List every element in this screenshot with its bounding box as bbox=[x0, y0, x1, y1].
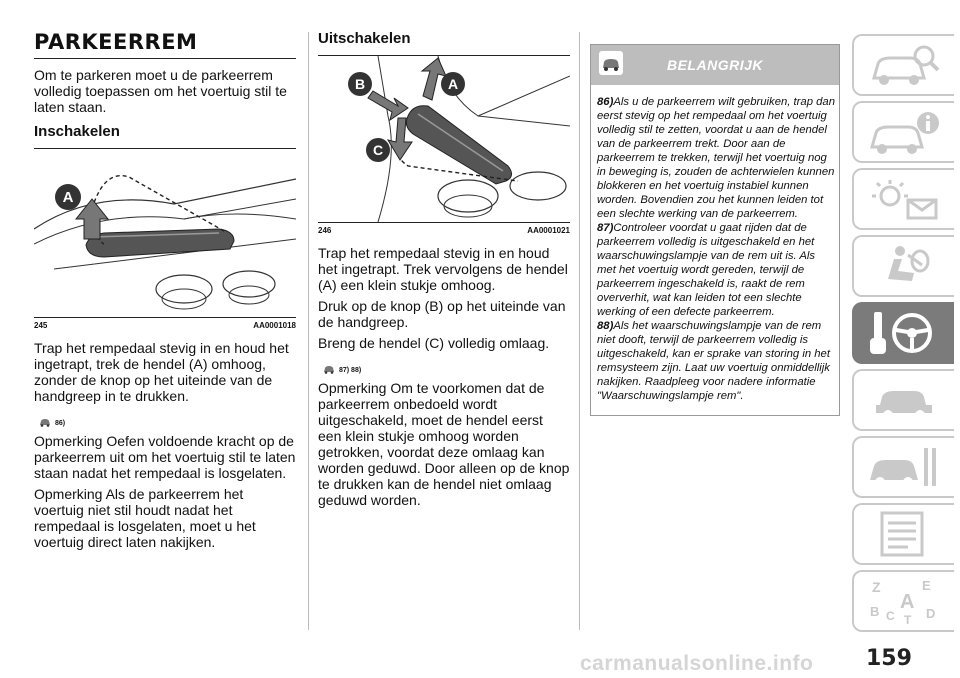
important-box bbox=[590, 44, 840, 416]
car-info-icon bbox=[864, 107, 944, 157]
letter-c: C bbox=[886, 609, 895, 623]
note-text: Controleer voordat u gaat rijden dat de parkeerrem volledig is uitgeschakeld en het waarschuwingslampje van de rem uit is. Als met het voertuig wordt gereden, terwijl de parkeerrem ingeschakeld is, raakt de rem oververhit, wat kan leiden tot een slechte werking of een defecte parkeerrem. bbox=[597, 222, 816, 318]
note-86 bbox=[597, 95, 835, 221]
label-a: A bbox=[62, 189, 74, 206]
reference-number: 86) bbox=[55, 420, 66, 427]
letter-z: Z bbox=[872, 579, 881, 595]
label-c: C bbox=[372, 142, 384, 158]
letter-e: E bbox=[922, 578, 931, 593]
note-text: Als u de parkeerrem wilt gebruiken, trap dan eerst stevig op het rempedaal om het voertuig volledig stil te zetten, voordat u aan de hendel van de parkeerrem trekt. Door aan de parkeerrem te trekken, terwijl het voertuig nog in beweging is, zouden de achterwielen kunnen blokkeren en het voertuig instabiel kunnen worden. Bovendien zou het kunnen leiden tot een slechte werking van de parkeerrem. bbox=[597, 96, 835, 220]
note-number: 87) bbox=[597, 222, 614, 234]
intro-text: Om te parkeren moet u de parkeerrem volledig toepassen om het voertuig stil te laten staan. bbox=[34, 67, 287, 115]
label-b: B bbox=[354, 76, 366, 92]
letter-b: B bbox=[870, 604, 880, 619]
tab-seat-airbag[interactable] bbox=[852, 235, 954, 297]
car-warning-icon bbox=[599, 51, 623, 75]
column-divider bbox=[308, 32, 309, 630]
note-88 bbox=[597, 319, 835, 403]
paragraph-release-step2: Druk op de knop (B) op het uiteinde van de handgreep. bbox=[318, 298, 566, 330]
paragraph-note-release: Opmerking Om te voorkomen dat de parkeerrem onbedoeld wordt uitgeschakeld, moet de hendel eerst een klein stukje omhoog worden getrokken, voordat deze omlaag kan worden geduwd. Door alleen op de knop te drukken kan de hendel niet omlaag geduwd worden. bbox=[318, 380, 570, 508]
letter-t: T bbox=[904, 613, 912, 626]
car-search-icon bbox=[864, 40, 944, 90]
tab-alphabet-index[interactable] bbox=[852, 570, 954, 632]
tab-car-info[interactable] bbox=[852, 101, 954, 163]
car-warning-icon bbox=[38, 415, 52, 427]
note-text: Als het waarschuwingslampje van de rem niet dooft, terwijl de parkeerrem volledig is uitgeschakeld, kan er sprake van storing in het remsysteem zijn. Laat uw voertuig onmiddellijk nakijken. Raadpleeg voor nadere informatie "Waarschuwingslampje rem". bbox=[597, 320, 830, 402]
label-a: A bbox=[447, 76, 459, 92]
important-header bbox=[591, 45, 839, 85]
paragraph-note-force: Opmerking Oefen voldoende kracht op de parkeerrem uit om het voertuig stil te laten staan nadat het rempedaal is losgelaten. bbox=[34, 433, 296, 481]
note-87 bbox=[597, 221, 835, 319]
handbrake-engage-illustration bbox=[34, 149, 296, 317]
subheading-inschakelen: Inschakelen bbox=[34, 123, 120, 140]
paragraph-release-step1: Trap het rempedaal stevig in en houd het ingetrapt. Trek vervolgens de hendel (A) een klein stukje omhoog. bbox=[318, 245, 568, 293]
tab-key-steering-wheel[interactable] bbox=[852, 302, 954, 364]
note-number: 88) bbox=[597, 320, 614, 332]
figure-246 bbox=[318, 55, 570, 223]
handbrake-release-illustration bbox=[318, 56, 570, 222]
column-uitschakelen bbox=[318, 30, 570, 513]
figure-code: AA0001021 bbox=[527, 226, 570, 235]
car-warning-icon bbox=[864, 375, 944, 425]
page-number: 159 bbox=[866, 646, 912, 671]
figure-number: 245 bbox=[34, 321, 48, 330]
tab-car-warning[interactable] bbox=[852, 369, 954, 431]
letter-a: A bbox=[900, 591, 915, 613]
tab-car-tools[interactable] bbox=[852, 436, 954, 498]
section-title: PARKEERREM bbox=[34, 30, 296, 59]
paragraph-release-step3: Breng de hendel (C) volledig omlaag. bbox=[318, 335, 550, 351]
letter-d: D bbox=[926, 606, 936, 621]
note-number: 86) bbox=[597, 96, 614, 108]
reference-number: 87) 88) bbox=[339, 367, 362, 374]
figure-caption bbox=[34, 321, 296, 330]
lights-message-icon bbox=[864, 174, 944, 224]
figure-code: AA0001018 bbox=[253, 321, 296, 330]
paragraph-note-check: Opmerking Als de parkeerrem het voertuig niet stil houdt nadat het rempedaal is losgelaten, moet u het voertuig direct laten nakijken. bbox=[34, 486, 256, 550]
figure-245 bbox=[34, 148, 296, 318]
figure-caption bbox=[318, 226, 570, 235]
figure-number: 246 bbox=[318, 226, 332, 235]
important-title: BELANGRIJK bbox=[666, 57, 763, 73]
spec-list-icon bbox=[864, 509, 944, 559]
seat-airbag-icon bbox=[864, 241, 944, 291]
warning-reference-86 bbox=[38, 409, 296, 427]
watermark: carmanualsonline.info bbox=[580, 652, 814, 675]
chapter-tabs bbox=[852, 34, 954, 637]
warning-reference-87-88 bbox=[322, 356, 570, 374]
car-tools-icon bbox=[864, 442, 944, 492]
key-steering-wheel-icon bbox=[864, 308, 944, 358]
important-body bbox=[591, 85, 839, 415]
subheading-uitschakelen: Uitschakelen bbox=[318, 30, 411, 47]
alphabet-index-icon bbox=[864, 576, 944, 626]
column-divider bbox=[579, 32, 580, 630]
tab-spec-list[interactable] bbox=[852, 503, 954, 565]
tab-car-search[interactable] bbox=[852, 34, 954, 96]
tab-lights-message[interactable] bbox=[852, 168, 954, 230]
column-parkeerrem bbox=[34, 30, 296, 555]
car-warning-icon bbox=[322, 362, 336, 374]
column-belangrijk bbox=[590, 44, 840, 416]
paragraph-engage: Trap het rempedaal stevig in en houd het ingetrapt, trek de hendel (A) omhoog, zonder de knop op het uiteinde van de handgreep in te drukken. bbox=[34, 340, 289, 404]
